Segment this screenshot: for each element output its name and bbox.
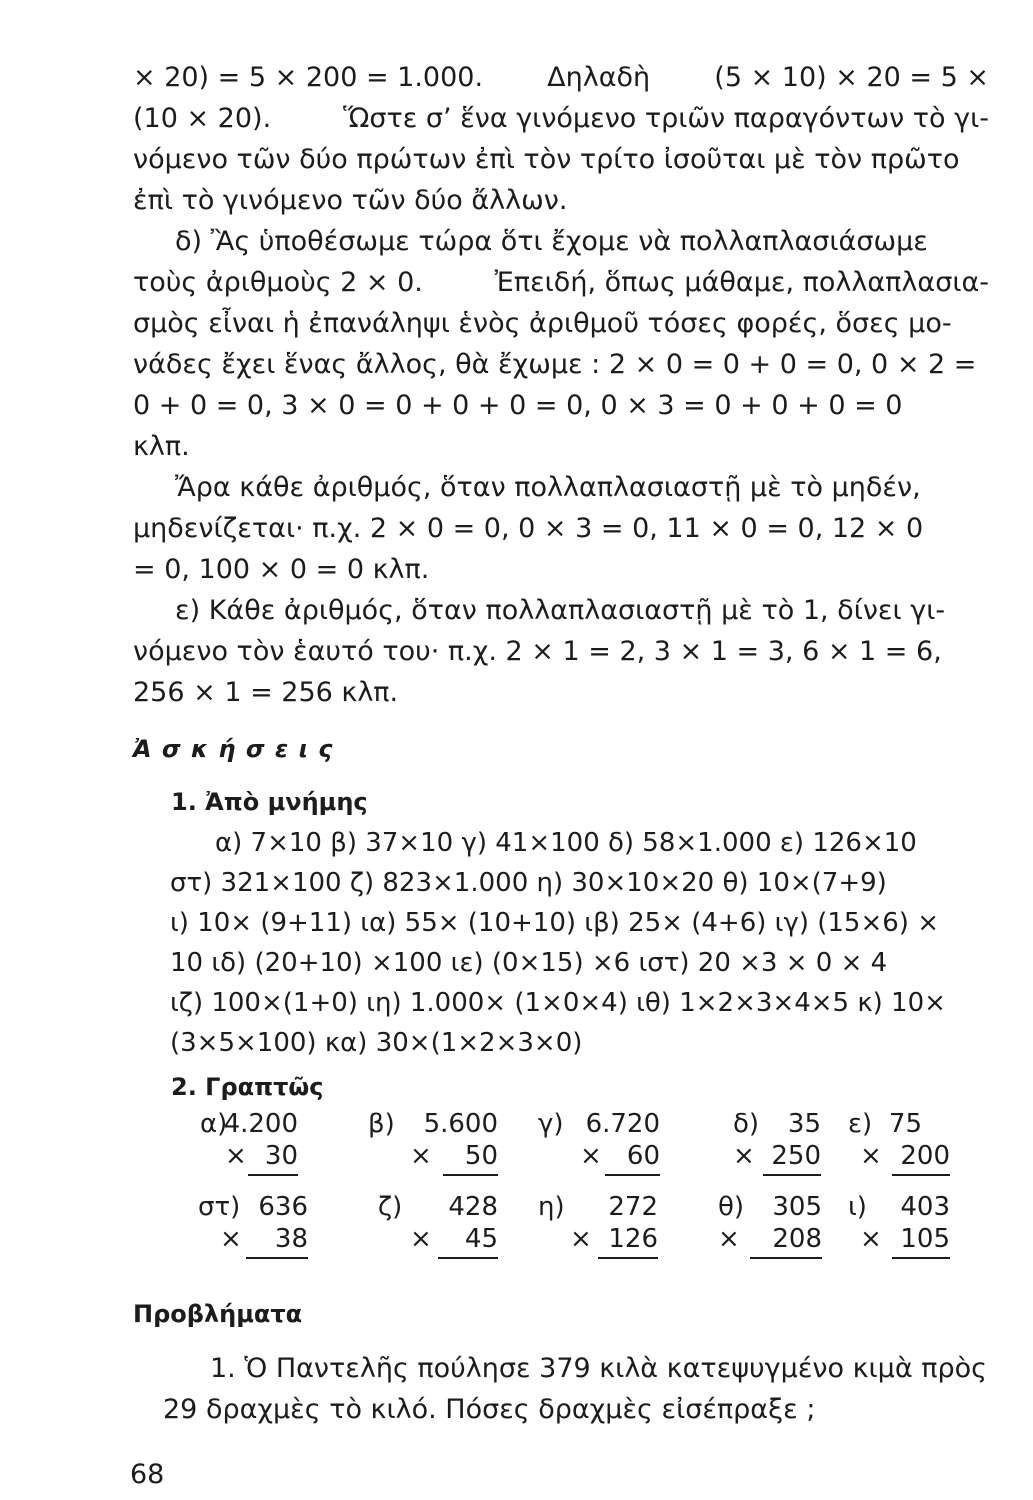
text-line: (10 × 20). Ὥστε σ’ ἕνα γινόμενο τριῶν παραγόντων τὸ γι- bbox=[133, 103, 989, 134]
text-line: Ἄρα κάθε ἀριθμός, ὅταν πολλαπλασιαστῇ μὲ τὸ μηδέν, bbox=[175, 472, 921, 503]
memory-line: στ) 321×100 ζ) 823×1.000 η) 30×10×20 θ) 10×(7+9) bbox=[170, 868, 887, 898]
written-exercise: ι) 403 × 105 bbox=[848, 1191, 950, 1263]
text-line: μηδενίζεται· π.χ. 2 × 0 = 0, 0 × 3 = 0, 11 × 0 = 0, 12 × 0 bbox=[133, 513, 924, 544]
text-line: νόμενο τὸν ἑαυτό του· π.χ. 2 × 1 = 2, 3 × 1 = 3, 6 × 1 = 6, bbox=[133, 636, 942, 667]
text-line: ἐπὶ τὸ γινόμενο τῶν δύο ἄλλων. bbox=[133, 185, 568, 216]
written-exercise: γ) 6.720 × 60 bbox=[538, 1108, 660, 1180]
problem-text: 1. Ὁ Παντελῆς πούλησε 379 κιλὰ κατεψυγμένο κιμὰ πρὸς bbox=[210, 1353, 987, 1384]
memory-line: ιζ) 100×(1+0) ιη) 1.000× (1×0×4) ιθ) 1×2×3×4×5 κ) 10× bbox=[170, 988, 946, 1018]
written-exercise: α) 4.200 × 30 bbox=[200, 1108, 298, 1180]
written-exercise: στ) 636 × 38 bbox=[198, 1191, 308, 1263]
text-line: κλπ. bbox=[133, 431, 190, 462]
memory-line: α) 7×10 β) 37×10 γ) 41×100 δ) 58×1.000 ε) 126×10 bbox=[215, 828, 917, 858]
text-line: 256 × 1 = 256 κλπ. bbox=[133, 677, 399, 708]
text-line: δ) Ἂς ὑποθέσωμε τώρα ὅτι ἔχομε νὰ πολλαπλασιάσωμε bbox=[175, 226, 928, 257]
written-exercise: δ) 35 × 250 bbox=[733, 1108, 821, 1180]
section1-heading: 1. Ἀπὸ μνήμης bbox=[171, 788, 368, 816]
written-exercise: η) 272 × 126 bbox=[538, 1191, 658, 1263]
text-line: = 0, 100 × 0 = 0 κλπ. bbox=[133, 554, 430, 585]
section2-heading: 2. Γραπτῶς bbox=[171, 1073, 324, 1101]
text-line: σμὸς εἶναι ἡ ἐπανάληψι ἑνὸς ἀριθμοῦ τόσες φορές, ὅσες μο- bbox=[133, 308, 952, 339]
text-line: νόμενο τῶν δύο πρώτων ἐπὶ τὸν τρίτο ἰσοῦται μὲ τὸν πρῶτο bbox=[133, 144, 960, 175]
written-exercise: β) 5.600 × 50 bbox=[368, 1108, 498, 1180]
text-line: × 20) = 5 × 200 = 1.000. Δηλαδὴ (5 × 10) × 20 = 5 × bbox=[133, 62, 989, 93]
written-exercise: ζ) 428 × 45 bbox=[378, 1191, 498, 1263]
exercises-heading: Ἀ σ κ ή σ ε ι ς bbox=[133, 735, 334, 763]
problems-heading: Προβλήματα bbox=[133, 1300, 303, 1328]
page-number: 68 bbox=[130, 1459, 165, 1490]
written-exercise: ε) 75 × 200 bbox=[848, 1108, 950, 1180]
memory-line: ι) 10× (9+11) ια) 55× (10+10) ιβ) 25× (4+6) ιγ) (15×6) × bbox=[170, 908, 939, 938]
problem-text: 29 δραχμὲς τὸ κιλό. Πόσες δραχμὲς εἰσέπραξε ; bbox=[163, 1394, 816, 1425]
memory-line: (3×5×100) κα) 30×(1×2×3×0) bbox=[170, 1028, 583, 1058]
written-exercise: θ) 305 × 208 bbox=[718, 1191, 822, 1263]
text-line: ε) Κάθε ἀριθμός, ὅταν πολλαπλασιαστῇ μὲ τὸ 1, δίνει γι- bbox=[175, 595, 946, 626]
text-line: τοὺς ἀριθμοὺς 2 × 0. Ἐπειδή, ὅπως μάθαμε, πολλαπλασια- bbox=[133, 267, 989, 298]
memory-line: 10 ιδ) (20+10) ×100 ιε) (0×15) ×6 ιστ) 20 ×3 × 0 × 4 bbox=[170, 948, 888, 978]
text-line: 0 + 0 = 0, 3 × 0 = 0 + 0 + 0 = 0, 0 × 3 = 0 + 0 + 0 = 0 bbox=[133, 390, 903, 421]
text-line: νάδες ἔχει ἕνας ἄλλος, θὰ ἔχωμε : 2 × 0 = 0 + 0 = 0, 0 × 2 = bbox=[133, 349, 977, 380]
